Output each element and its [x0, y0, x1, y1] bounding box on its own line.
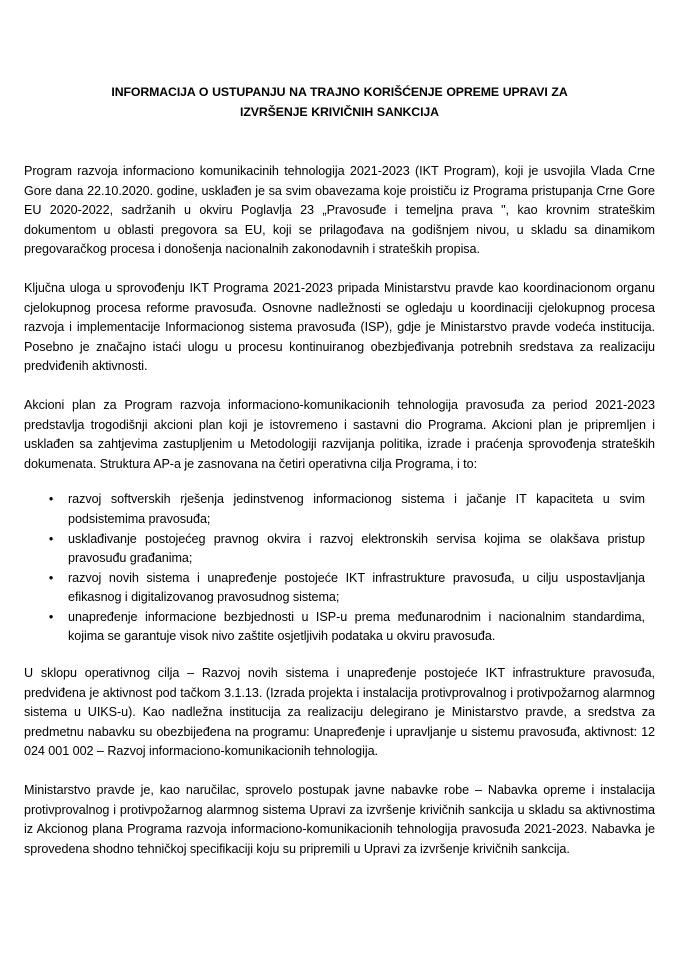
bullet-icon: •	[48, 609, 54, 624]
list-item	[24, 608, 655, 647]
spacer-before-list	[24, 474, 655, 490]
list-item-text: usklađivanje postojećeg pravnog okvira i razvoj elektronskih servisa kojima se olakšava pristup pravosuđu građanima;	[68, 531, 645, 566]
list-item	[24, 530, 655, 569]
paragraph-2: Ključna uloga u sprovođenju IKT Programa 2021-2023 pripada Ministarstvu pravde kao koordinacionom organu cjelokupnog procesa reforme pravosuđa. Osnovne nadležnosti se ogledaju u koordinaciji cjelokupnog procesa razvoja i implementacije Informacionog sistema pravosuđa (ISP), gdje je Ministarstvo pravde vodeća institucija. Posebno je značajno istaći ulogu u procesu kontinuiranog obezbjeđivanja potrebnih sredstava za realizaciju predviđenih aktivnosti.	[24, 280, 655, 374]
spacer-1	[24, 260, 655, 279]
paragraph-4: U sklopu operativnog cilja – Razvoj novih sistema i unapređenje postojeće IKT infrastrukture pravosuđa, predviđena je aktivnost pod tačkom 3.1.13. (Izrada projekta i instalacija protivprovalnog i protivpožarnog alarmnog sistema u UIKS-u). Kao nadležna institucija za realizaciju delegirano je Ministarstvo pravde, a sredstva za predmetnu nabavku su obezbijeđena na programu: Unapređenje i upravljanje u sistemu pravosuđa, aktivnost: 12 024 001 002 – Razvoj informaciono-komunikacionih tehnologija.	[24, 666, 655, 759]
list-item	[24, 569, 655, 608]
list-item-text: razvoj novih sistema i unapređenje postojeće IKT infrastrukture pravosuđa, u cilju uspostavljanja efikasnog i digitalizovanog pravosudnog sistema;	[68, 570, 645, 605]
paragraph-5: Ministarstvo pravde je, kao naručilac, sprovelo postupak javne nabavke robe – Nabavka opreme i instalacija protivprovalnog i protivpožarnog alarmnog sistema Upravi za izvršenje krivičnih sankcija u skladu sa aktivnostima iz Akcionog plana Programa razvoja informaciono-komunikacionih tehnologija pravosuđa 2021-2023. Nabavka je sprovedena shodno tehničkoj specifikaciji koju su pripremili u Upravi za izvršenje krivičnih sankcija.	[24, 783, 655, 856]
paragraph-1: Program razvoja informaciono komunikacinih tehnologija 2021-2023 (IKT Program), koji je usvojila Vlada Crne Gore dana 22.10.2020. godine, usklađen je sa svim obavezama koje proističu iz Programa pristupanja Crne Gore EU 2020-2022, sadržanih u okviru Poglavlja 23 „Pravosuđe i temeljna prava ", kao krovnim strateškim dokumentom u oblasti pregovora sa EU, koji se prilagođava na godišnjem nivou, u skladu sa dinamikom pregovaračkog procesa i donošenja nacionalnih zakonodavnih i strateških propisa.	[24, 164, 655, 257]
page-title-line-2: IZVRŠENJE KRIVIČNIH SANKCIJA	[240, 105, 439, 119]
list-item-text: razvoj softverskih rješenja jedinstvenog informacionog sistema i jačanje IT kapaciteta u svim podsistemima pravosuđa;	[68, 492, 645, 526]
bullet-icon: •	[48, 492, 54, 507]
spacer-2	[24, 377, 655, 396]
document-content	[24, 0, 655, 859]
spacer-after-title	[24, 122, 655, 162]
bullet-icon: •	[48, 531, 54, 546]
list-item	[24, 490, 655, 529]
bullet-icon: •	[48, 570, 54, 585]
page-title-line-1: INFORMACIJA O USTUPANJU NA TRAJNO KORIŠĆENJE OPREME UPRAVI ZA	[111, 85, 568, 99]
objectives-list	[24, 490, 655, 647]
list-item-text: unapređenje informacione bezbjednosti u ISP-u prema međunarodnim i nacionalnim standardima, kojima se garantuje visok nivo zaštite osjetljivih podataka u okviru pravosuđa.	[68, 609, 645, 644]
spacer-3	[24, 762, 655, 781]
spacer-after-list	[24, 647, 655, 664]
page-title	[24, 0, 655, 122]
paragraph-3: Akcioni plan za Program razvoja informaciono-komunikacionih tehnologija pravosuđa za period 2021-2023 predstavlja trogodišnji akcioni plan koji je istovremeno i sastavni dio Programa. Akcioni plan je pripremljen i usklađen sa zahtjevima zastupljenim u Metodologiji razvijanja politika, izrade i praćenja sprovođenja strateških dokumenata. Struktura AP-a je zasnovana na četiri operativna cilja Programa, i to:	[24, 397, 655, 471]
